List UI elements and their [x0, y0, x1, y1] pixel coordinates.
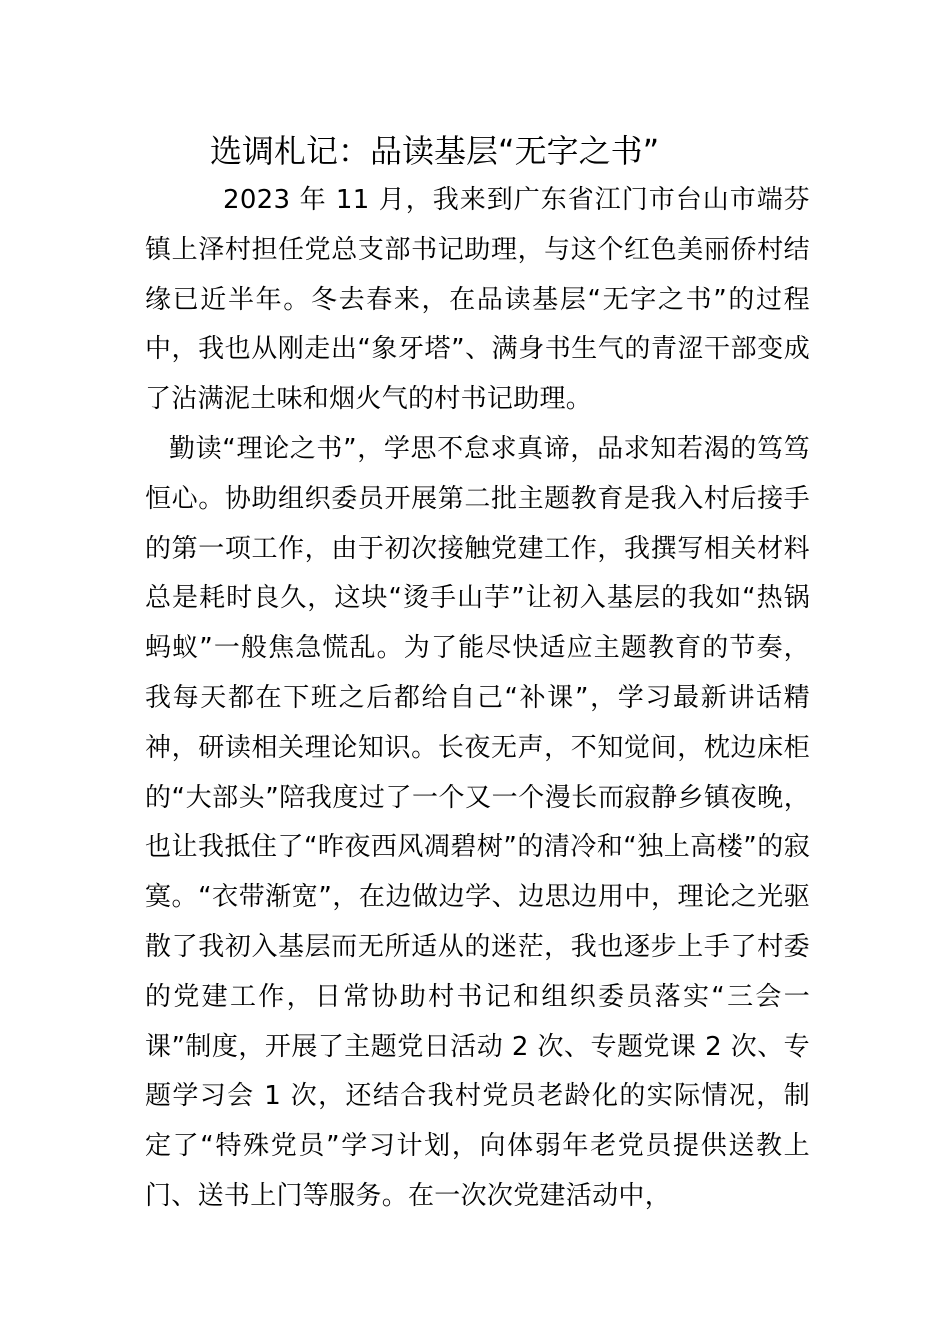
document-title: 选调札记：品读基层“无字之书” [210, 132, 660, 170]
paragraph-intro: 2023 年 11 月，我来到广东省江门市台山市端芬镇上泽村担任党总支部书记助理，与这个红色美丽侨村结缘已近半年。冬去春来，在品读基层“无字之书”的过程中，我也从刚走出“象牙塔”、满身书生气的青涩干部变成了沾满泥土味和烟火气的村书记助理。 [145, 185, 810, 415]
paragraph-theory-study: 勤读“理论之书”，学思不怠求真谛，品求知若渴的笃笃恒心。协助组织委员开展第二批主题教育是我入村后接手的第一项工作，由于初次接触党建工作，我撰写相关材料总是耗时良久，这块“烫手山芋”让初入基层的我如“热锅蚂蚁”一般焦急慌乱。为了能尽快适应主题教育的节奏，我每天都在下班之后都给自己“补课”，学习最新讲话精神，研读相关理论知识。长夜无声，不知觉间，枕边床柜的“大部头”陪我度过了一个又一个漫长而寂静乡镇夜晚，也让我抵住了“昨夜西风凋碧树”的清冷和“独上高楼”的寂寞。“衣带渐宽”，在边做边学、边思边用中，理论之光驱散了我初入基层而无所适从的迷茫，我也逐步上手了村委的党建工作，日常协助村书记和组织委员落实“三会一课”制度，开展了主题党日活动 2 次、专题党课 2 次、专题学习会 1 次，还结合我村党员老龄化的实际情况，制定了“特殊党员”学习计划，向体弱年老党员提供送教上门、送书上门等服务。在一次次党建活动中， [145, 434, 810, 1211]
